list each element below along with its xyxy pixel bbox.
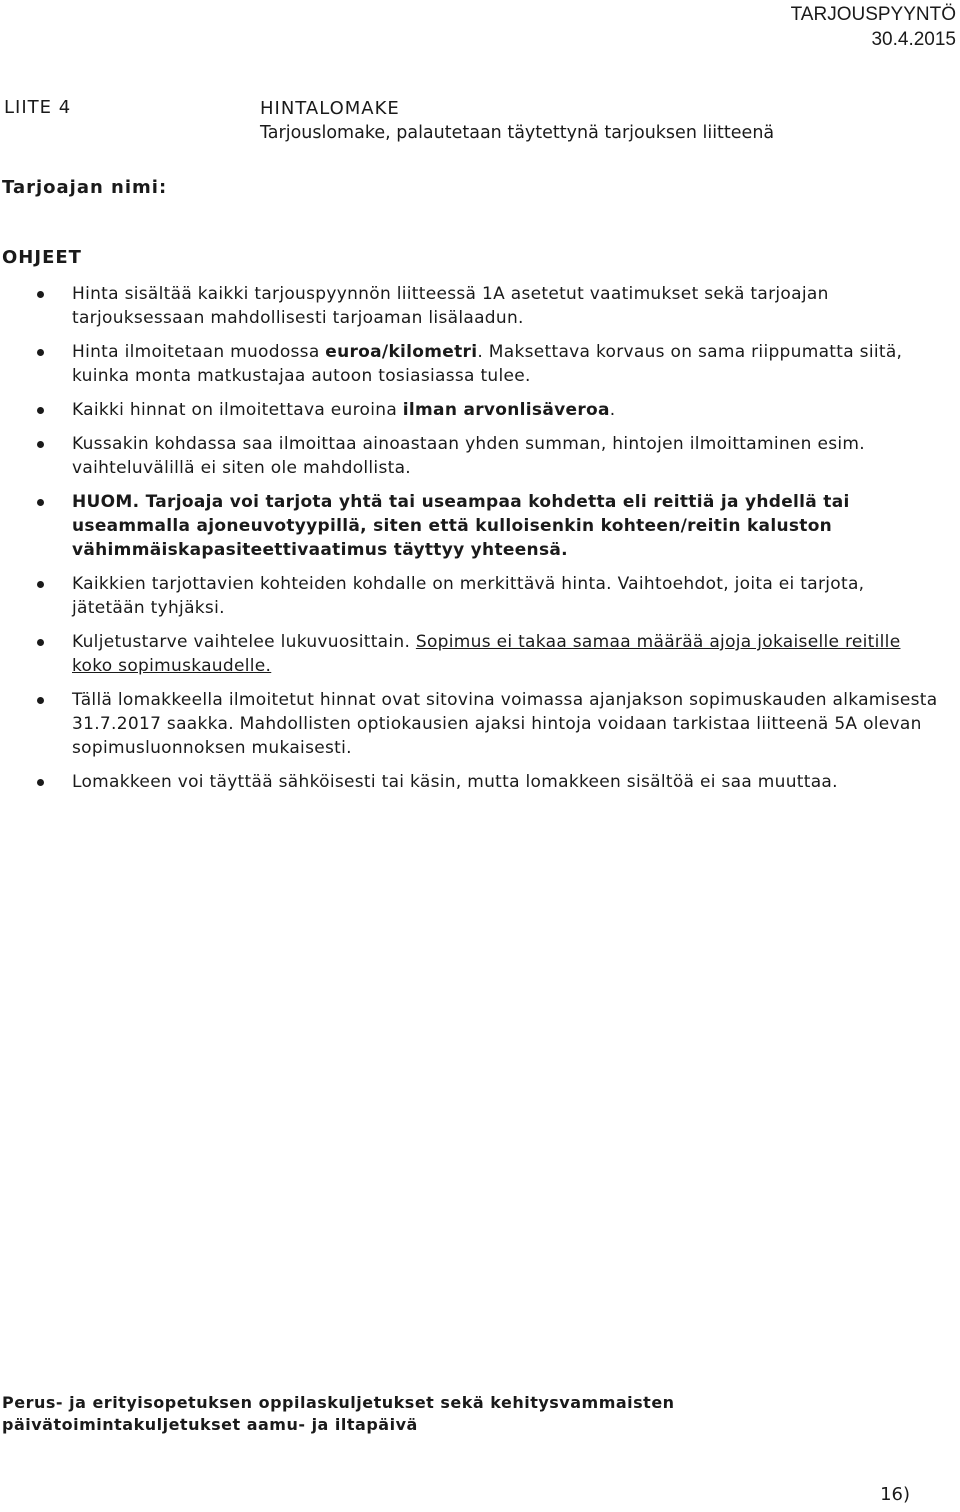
instruction-text: . <box>609 400 616 420</box>
bullet-icon <box>37 779 44 786</box>
footer-line: päivätoimintakuljetukset aamu- ja iltapäivä <box>2 1415 418 1434</box>
instructions-list <box>0 282 960 804</box>
instructions-heading: OHJEET <box>2 247 82 268</box>
bullet-icon <box>37 349 44 356</box>
instruction-text: . Maksettava korvaus on sama riippumatta siitä, kuinka monta matkustajaa autoon tosiasiassa tulee. <box>72 342 903 386</box>
bidder-name-label: Tarjoajan nimi: <box>2 177 168 198</box>
bullet-icon <box>37 441 44 448</box>
instruction-item <box>0 630 960 678</box>
instruction-text: Kaikki hinnat on ilmoitettava euroina <box>72 400 403 420</box>
document-header <box>791 2 956 52</box>
instruction-item <box>0 688 960 760</box>
instruction-text: Kaikkien tarjottavien kohteiden kohdalle on merkittävä hinta. Vaihtoehdot, joita ei tarjota, jätetään tyhjäksi. <box>72 574 865 618</box>
appendix-label: LIITE 4 <box>4 97 72 118</box>
instruction-item <box>0 432 960 480</box>
bullet-icon <box>37 639 44 646</box>
instruction-text: Kuljetustarve vaihtelee lukuvuosittain. <box>72 632 416 652</box>
instruction-item <box>0 770 960 794</box>
footer-line: Perus- ja erityisopetuksen oppilaskuljetukset sekä kehitysvammaisten <box>2 1393 675 1412</box>
form-title: HINTALOMAKE <box>260 98 400 119</box>
instruction-text: Kussakin kohdassa saa ilmoittaa ainoastaan yhden summan, hintojen ilmoittaminen esim. vaihteluvälillä ei siten ole mahdollista. <box>72 434 865 478</box>
form-subtitle: Tarjouslomake, palautetaan täytettynä tarjouksen liitteenä <box>260 123 775 143</box>
document-type: TARJOUSPYYNTÖ <box>790 4 956 25</box>
instruction-item <box>0 340 960 388</box>
instruction-emphasis: euroa/kilometri <box>325 342 478 362</box>
instruction-text: Lomakkeen voi täyttää sähköisesti tai käsin, mutta lomakkeen sisältöä ei saa muuttaa. <box>72 772 838 792</box>
instruction-item <box>0 490 960 562</box>
instruction-underlined: Sopimus ei takaa samaa määrää ajoja jokaiselle reitille koko sopimuskaudelle. <box>72 632 901 676</box>
bullet-icon <box>37 291 44 298</box>
bullet-icon <box>37 407 44 414</box>
instruction-item <box>0 398 960 422</box>
instruction-item <box>0 572 960 620</box>
instruction-item <box>0 282 960 330</box>
instruction-emphasis: ilman arvonlisäveroa <box>402 400 610 420</box>
instruction-text-bold: HUOM. Tarjoaja voi tarjota yhtä tai useampaa kohdetta eli reittiä ja yhdellä tai useammalla ajoneuvotyypillä, siten että kulloisenkin kohteen/reitin kaluston vähimmäiskapasiteettivaatimus täyttyy yhteensä. <box>72 492 850 560</box>
page-number: 16) <box>880 1484 910 1505</box>
document-date: 30.4.2015 <box>871 29 956 50</box>
bullet-icon <box>37 581 44 588</box>
instruction-text: Hinta ilmoitetaan muodossa <box>72 342 326 362</box>
bullet-icon <box>37 697 44 704</box>
bullet-icon <box>37 499 44 506</box>
instruction-text: Tällä lomakkeella ilmoitetut hinnat ovat sitovina voimassa ajanjakson sopimuskauden alkamisesta 31.7.2017 saakka. Mahdollisten optiokausien ajaksi hintoja voidaan tarkistaa liitteenä 5A olevan sopimusluonnoksen mukaisesti. <box>72 690 938 758</box>
instruction-text: Hinta sisältää kaikki tarjouspyynnön liitteessä 1A asetetut vaatimukset sekä tarjoajan tarjouksessaan mahdollisesti tarjoaman lisälaadun. <box>72 284 829 328</box>
page-footer <box>2 1392 675 1436</box>
form-title-block <box>260 97 774 145</box>
